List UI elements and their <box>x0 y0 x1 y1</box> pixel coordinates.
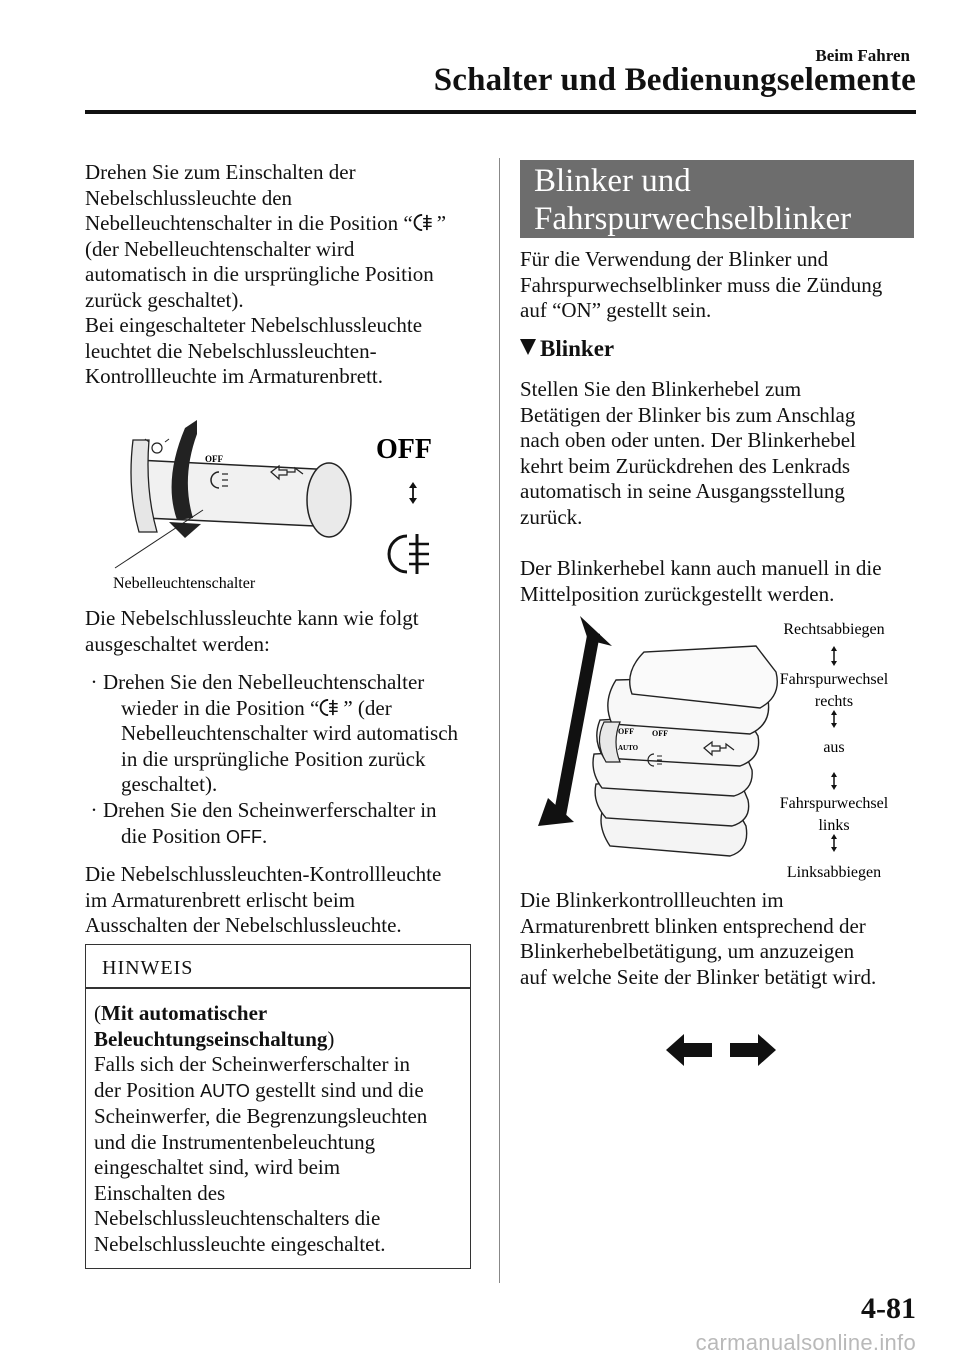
note-box <box>85 944 471 1269</box>
label-rechtsabbiegen: Rechtsabbiegen <box>783 621 885 638</box>
lever-off-text: OFF <box>205 454 223 464</box>
turn-indicators-figure <box>664 1032 778 1068</box>
note-title-rule <box>86 987 470 989</box>
page-number: 4-81 <box>861 1292 916 1325</box>
label-rechts: rechts <box>814 693 854 710</box>
fog-switch-figure <box>85 400 485 596</box>
double-arrow-small <box>831 710 837 728</box>
right-arrow-icon <box>730 1034 776 1066</box>
indicator-off-paragraph: Die Nebelschlussleuchten-Kontrollleuchte im Armaturenbrett erlischt beim Ausschalten der Nebelschlussleuchte. <box>85 862 442 937</box>
left-arrow-icon <box>666 1034 712 1066</box>
bullet-item-headlight-switch: · Drehen Sie den Scheinwerferschalter in die Position OFF. <box>90 798 437 848</box>
lever-off-text-2: OFF <box>652 729 668 738</box>
fog-intro-paragraph: Drehen Sie zum Einschalten der Nebelschlussleuchte den Nebelleuchtenschalter in die Position “ ” (der Nebelleuchtenschalter wird automatisch in die ursprüngliche Position zurück geschaltet). Bei eingeschalteter Nebelschlussleuchte leuchtet die Nebelschlussleuchten- Kontrollleuchte im Armaturenbrett. <box>85 160 447 388</box>
off-indicator-label: OFF <box>376 434 432 465</box>
rear-fog-icon <box>319 698 343 717</box>
label-aus: aus <box>823 739 845 756</box>
double-arrow-small <box>831 834 837 852</box>
label-linksabbiegen: Linksabbiegen <box>786 864 882 881</box>
blinker-lever-figure <box>520 612 920 884</box>
bullet-item-fog-switch: · Drehen Sie den Nebelleuchtenschalter wieder in die Position “ ” (der Nebelleuchtenschalter wird automatisch in die ursprüngliche Position zurück geschaltet). <box>90 670 459 796</box>
blinker-paragraph-1: Stellen Sie den Blinkerhebel zum Betätigen der Blinker bis zum Anschlag nach oben oder unten. Der Blinkerhebel kehrt beim Zurückdrehen des Lenkrads automatisch in seine Ausgangsstellung zurück. <box>520 377 856 529</box>
blinker-paragraph-2: Der Blinkerhebel kann auch manuell in die Mittelposition zurückgestellt werden. <box>520 556 882 606</box>
label-fahrspurwechsel-rechts: Fahrspurwechsel <box>779 671 889 688</box>
lever-off-text: OFF <box>618 727 634 736</box>
section-label: Beim Fahren <box>815 46 910 65</box>
watermark: carmanualsonline.info <box>695 1330 916 1355</box>
label-fahrspurwechsel-links: Fahrspurwechsel <box>779 795 889 812</box>
triangle-down-icon <box>520 339 536 355</box>
rear-fog-icon <box>413 213 437 232</box>
blinker-subheading: Blinker <box>520 336 614 362</box>
section-banner: Blinker und Fahrspurwechselblinker <box>520 160 914 238</box>
figure1-caption: Nebelleuchtenschalter <box>113 575 256 592</box>
fog-off-paragraph: Die Nebelschlussleuchte kann wie folgt ausgeschaltet werden: <box>85 606 419 656</box>
double-arrow-small <box>831 772 837 790</box>
page-title: Schalter und Bedienungselemente <box>433 62 916 98</box>
double-arrow-small <box>831 646 837 666</box>
double-arrow-icon <box>409 482 417 504</box>
header-rule <box>85 110 916 114</box>
lever-auto-text: AUTO <box>618 744 639 752</box>
blinker-intro-paragraph: Für die Verwendung der Blinker und Fahrspurwechselblinker muss die Zündung auf “ON” gestellt sein. <box>520 247 883 322</box>
rear-fog-indicator-icon <box>389 534 429 574</box>
note-body: (Mit automatischer Beleuchtungseinschaltung) Falls sich der Scheinwerferschalter in der Position AUTO gestellt sind und die Scheinwerfer, die Begrenzungsleuchten und die Instrumentenbeleuchtung eingeschaltet sind, wird beim Einschalten des Nebelschlussleuchtenschalters die Nebelschlussleuchte eingeschaltet. <box>94 1001 428 1256</box>
note-title: HINWEIS <box>102 957 194 979</box>
rotation-arrow-head <box>169 522 201 538</box>
label-links: links <box>818 817 850 834</box>
blinker-paragraph-3: Die Blinkerkontrollleuchten im Armaturenbrett blinken entsprechend der Blinkerhebelbetätigung, um anzuzeigen auf welche Seite der Blinker betätigt wird. <box>520 888 877 989</box>
